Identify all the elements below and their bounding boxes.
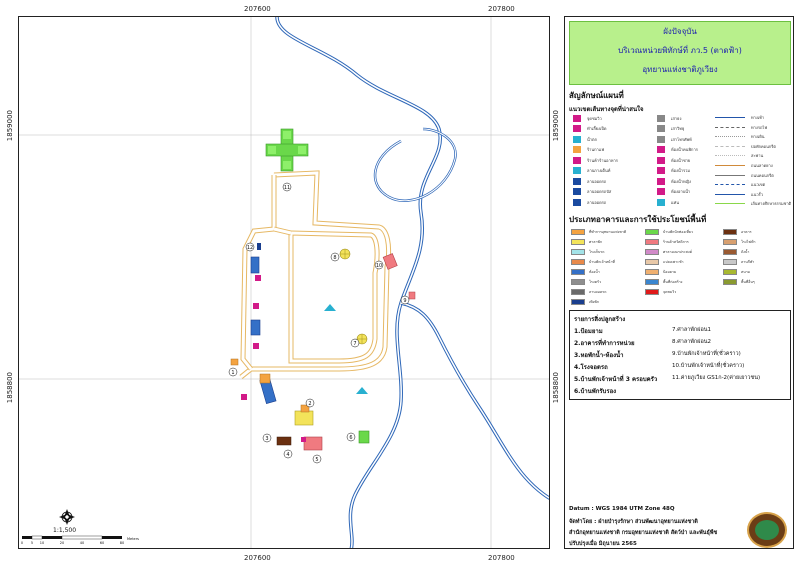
landuse-a-swatch — [571, 299, 585, 305]
updated-text: ปรับปรุงเมื่อ มิถุนายน 2565 — [569, 541, 637, 547]
tent-icon-1 — [324, 304, 336, 311]
line-label: แนวรั้ว — [751, 191, 763, 197]
symbol-a-6 — [573, 177, 606, 185]
symbol-a-label: ลานจอดรถ — [587, 199, 607, 205]
symbol-a-0 — [573, 114, 602, 122]
line-label: ถนนคอนกรีต — [751, 172, 774, 178]
label-10: 10 — [375, 263, 383, 269]
building-entry-3: 3.หอพักน้ำ-ห้องน้ำ — [574, 352, 624, 359]
line-legend-1 — [715, 124, 767, 131]
toilet-icon-4 — [241, 394, 247, 400]
landuse-a-4 — [571, 268, 600, 276]
label-1: 1 — [231, 370, 235, 376]
landuse-c-3 — [723, 258, 754, 266]
line-legend-4 — [715, 152, 763, 159]
symbol-a-5 — [573, 167, 610, 175]
label-4: 4 — [286, 452, 290, 458]
symbol-a-icon — [573, 115, 581, 122]
building-reception — [359, 431, 369, 443]
title-line-3: อุทยานแห่งชาติภูเวียง — [642, 65, 718, 74]
label-3: 3 — [265, 436, 269, 442]
landuse-b-2 — [645, 248, 692, 256]
landuse-c-label: อาคาร — [741, 230, 752, 234]
landuse-b-swatch — [645, 269, 659, 275]
line-label: ทางเท้า — [751, 115, 765, 120]
line-label: บ่อพักคอนกรีต — [751, 143, 776, 149]
symbol-a-2 — [573, 135, 597, 143]
landuse-b-label: แปลงเพาะชำ — [663, 260, 684, 264]
symbol-b-icon — [657, 157, 665, 164]
scale-tick-10: 10 — [39, 541, 45, 545]
landuse-c-0 — [723, 228, 752, 236]
scale-tick-80: 80 — [119, 541, 125, 545]
building-garage — [277, 437, 291, 445]
symbol-a-7 — [573, 188, 611, 196]
toilet-icon-3 — [253, 343, 259, 349]
symbol-a-label: ร้านกาแฟ — [587, 147, 605, 152]
landuse-b-3 — [645, 258, 684, 266]
landuse-a-swatch — [571, 259, 585, 265]
landuse-a-6 — [571, 288, 606, 296]
landuse-a-1 — [571, 238, 602, 246]
landuse-a-label: โรงเก็บรถ — [589, 250, 605, 254]
line-sample — [715, 146, 745, 147]
buildings-title: รายการสิ่งปลูกสร้าง — [574, 316, 626, 323]
scale-tick-5: 5 — [30, 541, 34, 545]
symbol-b-7 — [657, 188, 690, 196]
landuse-a-swatch — [571, 249, 585, 255]
landuse-a-label: ศาลาพัก — [589, 240, 603, 244]
scale-unit: Meters — [127, 537, 139, 541]
label-9: 9 — [403, 298, 407, 304]
landuse-b-swatch — [645, 259, 659, 265]
symbol-b-3 — [657, 146, 698, 154]
landuse-a-2 — [571, 248, 604, 256]
line-sample — [715, 165, 745, 166]
landuse-a-label: โรงครัว — [589, 280, 601, 284]
symbol-a-icon — [573, 178, 581, 185]
symbol-a-icon — [573, 136, 581, 143]
line-legend-9 — [715, 200, 791, 207]
landuse-a-label: เพิงพัก — [589, 300, 599, 304]
symbol-a-label: น้ำตก — [587, 136, 597, 142]
legend-panel — [564, 16, 794, 549]
symbol-b-label: ห้องน้ำรวม — [671, 168, 691, 173]
symbol-a-label: ทำเลี้ยงเป็ด — [587, 126, 607, 131]
symbol-a-icon — [573, 157, 581, 164]
route-title: แนวเขตเส้นทางจุดที่น่าสนใจ — [569, 106, 644, 113]
label-2: 2 — [308, 401, 312, 407]
camp-building — [266, 129, 308, 171]
building-blue-3 — [257, 243, 261, 250]
building-entry-5: 5.บ้านพักเจ้าหน้าที่ 3 ครอบครัว — [574, 376, 658, 383]
map-title-box — [569, 21, 791, 85]
landuse-c-swatch — [723, 269, 737, 275]
landuse-b-label: พื้นที่ก่อสร้าง — [663, 280, 683, 284]
label-6: 6 — [349, 435, 353, 441]
landuse-b-0 — [645, 228, 693, 236]
landuse-c-swatch — [723, 259, 737, 265]
landuse-c-label: โรงไฟฟ้า — [741, 240, 756, 244]
landuse-a-5 — [571, 278, 601, 286]
line-sample — [715, 155, 745, 156]
label-11: 11 — [283, 185, 291, 191]
toilet-icon-1 — [255, 275, 261, 281]
coord-top-left: 207600 — [244, 5, 271, 13]
building-entry-1: 1.ป้อมยาม — [574, 328, 603, 335]
symbol-b-5 — [657, 167, 690, 175]
symbol-a-icon — [573, 188, 581, 195]
landuse-c-2 — [723, 248, 749, 256]
toilet-icon-2 — [253, 303, 259, 309]
landuse-c-1 — [723, 238, 756, 246]
symbol-a-label: ร้านค้าร้านอาหาร — [587, 157, 618, 163]
symbol-b-icon — [657, 115, 665, 122]
landuse-b-swatch — [645, 279, 659, 285]
symbol-a-icon — [573, 199, 581, 206]
landuse-b-label: ศาลาอเนกประสงค์ — [663, 250, 693, 254]
symbol-b-icon — [657, 167, 665, 174]
coord-bottom-left: 207600 — [244, 554, 271, 562]
symbol-b-6 — [657, 177, 691, 185]
made-by-text: จัดทำโดย : ฝ่ายบำรุงรักษา ส่วนพัฒนาอุทยานแห่งชาติ — [569, 519, 698, 525]
title-line-2: บริเวณหน่วยพิทักษ์ที่ ภว.5 (ตาดฟ้า) — [618, 46, 742, 55]
line-sample — [715, 184, 745, 185]
title-line-1: ผังปัจจุบัน — [663, 27, 697, 36]
landuse-c-label: ถังน้ำ — [741, 250, 750, 254]
label-8: 8 — [333, 255, 337, 261]
symbol-a-icon — [573, 167, 581, 174]
scale-label: 1:1,500 — [53, 527, 77, 534]
building-family — [304, 437, 322, 450]
coord-top-right: 207800 — [488, 5, 515, 13]
landuse-b-swatch — [645, 289, 659, 295]
symbol-a-4 — [573, 156, 618, 164]
coord-left-top: 1859000 — [6, 110, 14, 142]
line-sample — [715, 194, 745, 195]
landuse-b-label: จุดชมวิว — [663, 290, 677, 294]
line-sample — [715, 203, 745, 204]
landuse-a-swatch — [571, 289, 585, 295]
symbol-b-label: ห้องน้ำหญิง — [671, 178, 691, 184]
landuse-a-label: บ้านพักเจ้าหน้าที่ — [589, 260, 615, 264]
symbol-b-icon — [657, 136, 665, 143]
tent-icon-2 — [356, 387, 368, 394]
building-blue-2 — [251, 320, 260, 335]
stream-main — [277, 17, 440, 549]
toilet-icon-5 — [301, 437, 306, 442]
line-legend-5 — [715, 162, 773, 169]
building-temp-9 — [409, 292, 415, 299]
landuse-b-label: บ้านพักนักท่องเที่ยว — [663, 230, 693, 234]
landuse-a-label: ที่ทำการอุทยานแห่งชาติ — [589, 230, 627, 234]
building-entry-7: 7.ศาลาพักผ่อน1 — [672, 327, 712, 333]
landuse-b-1 — [645, 238, 689, 246]
label-5: 5 — [315, 457, 319, 463]
scale-tick-0: 0 — [20, 541, 24, 545]
symbol-a-label: ลานจอดรถบัส — [587, 189, 612, 194]
line-sample — [715, 117, 745, 118]
symbol-b-icon — [657, 199, 665, 206]
symbol-a-3 — [573, 146, 604, 154]
building-guard — [231, 359, 238, 365]
symbol-b-label: เสาโทรศัพท์ — [671, 136, 692, 142]
scale-tick-20: 20 — [59, 541, 65, 545]
landuse-a-swatch — [571, 229, 585, 235]
org-text: สำนักอุทยานแห่งชาติ กรมอุทยานแห่งชาติ สัตว์ป่า และพันธุ์พืช — [569, 530, 718, 536]
symbol-a-1 — [573, 125, 607, 133]
landuse-c-4 — [723, 268, 750, 276]
landuse-c-label: ลานกีฬา — [741, 260, 755, 264]
landuse-c-5 — [723, 278, 755, 286]
building-office-roof — [260, 374, 270, 383]
coord-right-bottom: 1858800 — [552, 372, 560, 404]
landuse-c-swatch — [723, 229, 737, 235]
coord-left-bottom: 1858800 — [6, 372, 14, 404]
buildings-list-box — [569, 310, 791, 400]
datum-text: Datum : WGS 1984 UTM Zone 48Q — [569, 506, 675, 512]
building-dorm — [295, 411, 313, 425]
landuse-b-label: ร้านค้าสวัสดิการ — [663, 240, 689, 244]
line-label: ทางรถไฟ — [751, 124, 768, 130]
landuse-title: ประเภทอาคารและการใช้ประโยชน์พื้นที่ — [569, 215, 707, 224]
landuse-c-swatch — [723, 239, 737, 245]
symbol-b-label: ห้องอาบน้ำ — [671, 189, 691, 194]
building-blue-1 — [251, 257, 259, 273]
building-entry-8: 8.ศาลาพักผ่อน2 — [672, 339, 712, 345]
landuse-b-5 — [645, 278, 682, 286]
symbol-b-label: ห้องน้ำชาย — [671, 157, 691, 163]
symbol-b-icon — [657, 125, 665, 132]
landuse-a-3 — [571, 258, 615, 266]
symbol-b-2 — [657, 135, 692, 143]
coord-bottom-right: 207800 — [488, 554, 515, 562]
landuse-c-swatch — [723, 249, 737, 255]
landuse-b-4 — [645, 268, 676, 276]
landuse-a-label: ลานจอดรถ — [589, 290, 607, 294]
symbols-title: สัญลักษณ์แผนที่ — [569, 91, 624, 100]
line-legend-0 — [715, 114, 764, 121]
line-label: ถนนลาดยาง — [751, 163, 773, 168]
line-legend-6 — [715, 172, 774, 179]
north-arrow-icon — [59, 509, 75, 525]
landuse-a-0 — [571, 228, 626, 236]
landuse-c-swatch — [723, 279, 737, 285]
landuse-a-swatch — [571, 279, 585, 285]
landuse-b-swatch — [645, 229, 659, 235]
landuse-a-swatch — [571, 269, 585, 275]
building-entry-9: 9.บ้านพักเจ้าหน้าที่(ชั่วคราว) — [672, 351, 741, 357]
symbol-b-label: ห้องน้ำคนพิการ — [671, 147, 698, 152]
department-logo-icon — [747, 512, 787, 548]
symbol-b-4 — [657, 156, 690, 164]
symbol-b-icon — [657, 188, 665, 195]
map-svg — [19, 17, 550, 549]
stream-loop — [375, 129, 455, 201]
landuse-b-label: ป้อมยาม — [663, 270, 677, 274]
map-canvas[interactable] — [18, 16, 550, 549]
building-entry-2: 2.อาคารที่ทำการหน่วย — [574, 340, 635, 347]
scale-tick-60: 60 — [99, 541, 105, 545]
symbol-b-8 — [657, 198, 679, 206]
landuse-a-7 — [571, 298, 599, 306]
symbol-a-label: ลานกางเต็นท์ — [587, 168, 611, 173]
line-label: เส้นทางศึกษาธรรมชาติ — [751, 201, 792, 207]
line-sample — [715, 136, 745, 137]
line-sample — [715, 127, 745, 128]
line-legend-2 — [715, 133, 765, 140]
building-entry-10: 10.บ้านพักเจ้าหน้าที่(ชั่วคราว) — [672, 363, 745, 369]
line-label: แนวเขต — [751, 182, 766, 188]
landuse-c-label: สนาม — [741, 270, 751, 274]
scale-bar — [22, 536, 122, 539]
label-12: 12 — [246, 245, 254, 251]
scale-tick-40: 40 — [79, 541, 85, 545]
symbol-a-label: จุดชมวิว — [587, 115, 602, 121]
label-7: 7 — [353, 341, 357, 347]
symbol-b-label: เสาธง — [671, 115, 682, 121]
landuse-b-6 — [645, 288, 676, 296]
symbol-b-icon — [657, 178, 665, 185]
building-entry-11: 11.ค่ายภูเวียง GS1ก-2(ค่ายเยาวชน) — [672, 375, 761, 381]
landuse-c-label: พื้นที่อื่นๆ — [741, 280, 755, 284]
building-entry-4: 4.โรงจอดรถ — [574, 364, 608, 371]
symbol-b-label: แท่น — [671, 199, 679, 205]
landuse-a-swatch — [571, 239, 585, 245]
symbol-b-icon — [657, 146, 665, 153]
symbol-a-label: ลานจอดรถ — [587, 178, 607, 184]
building-entry-6: 6.บ้านพักรับรอง — [574, 388, 617, 395]
line-legend-8 — [715, 191, 763, 198]
line-legend-7 — [715, 181, 765, 188]
line-legend-3 — [715, 143, 776, 150]
symbol-b-0 — [657, 114, 681, 122]
coord-right-top: 1859000 — [552, 110, 560, 142]
pavilion-8-icon — [340, 249, 350, 259]
line-label: ทางเดิน — [751, 134, 765, 140]
landuse-b-swatch — [645, 249, 659, 255]
symbol-b-label: เสาวิทยุ — [671, 126, 685, 131]
symbol-a-icon — [573, 146, 581, 153]
line-label: สะพาน — [751, 153, 764, 159]
line-sample — [715, 175, 745, 176]
landuse-b-swatch — [645, 239, 659, 245]
landuse-a-label: ห้องน้ำ — [589, 270, 600, 274]
symbol-a-8 — [573, 198, 606, 206]
symbol-a-icon — [573, 125, 581, 132]
symbol-b-1 — [657, 125, 684, 133]
